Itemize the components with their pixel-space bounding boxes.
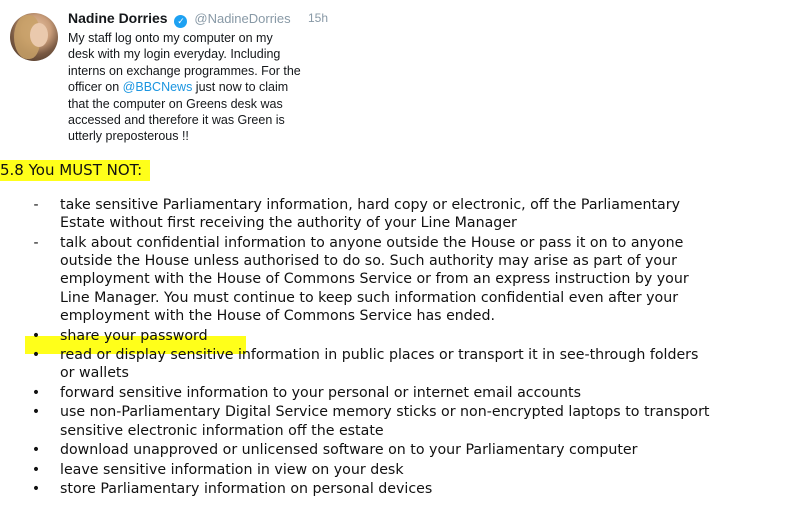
tweet-text-fragment: officer on	[68, 80, 123, 95]
rule-item	[0, 441, 812, 459]
rule-item	[0, 461, 812, 479]
bullet-marker: •	[31, 404, 41, 421]
rule-item	[0, 384, 812, 402]
dash-marker: -	[33, 197, 39, 213]
rule-item	[0, 346, 812, 383]
bullet-marker: •	[31, 481, 41, 498]
avatar[interactable]	[10, 13, 58, 61]
bullet-marker: •	[31, 347, 41, 363]
rule-text-line: talk about confidential information to anyone outside the House or pass it on to anyone	[60, 234, 684, 251]
rule-text-line: sensitive electronic information off the estate	[60, 422, 384, 439]
tweet-card	[0, 0, 350, 158]
tweet-timestamp[interactable]: 15h	[307, 11, 328, 25]
rule-text-line: download unapproved or unlicensed software on to your Parliamentary computer	[60, 442, 638, 459]
rule-text-line: take sensitive Parliamentary information, hard copy or electronic, off the Parliamentary	[60, 197, 680, 213]
rule-text-line: share your password	[60, 327, 208, 344]
tweet-text	[68, 30, 336, 145]
rule-text-line: read or display sensitive information in public places or transport it in see-through folders	[60, 347, 699, 363]
bullet-marker: •	[31, 384, 41, 401]
tweet-text-line: accessed and therefore it was Green is	[68, 113, 285, 128]
rule-text-line: Line Manager. You must continue to keep such information confidential even after your	[60, 289, 679, 306]
rule-item	[0, 403, 812, 440]
rule-text-line: outside the House unless authorised to do so. Such authority may arise as part of your	[60, 253, 677, 270]
tweet-text-line	[68, 79, 336, 95]
bullet-marker: •	[31, 442, 41, 459]
bullet-marker: •	[31, 327, 41, 344]
rule-text-line: employment with the House of Commons Service has ended.	[60, 307, 496, 324]
rule-text-line: leave sensitive information in view on your desk	[60, 461, 404, 478]
rule-text-line: use non-Parliamentary Digital Service memory sticks or non-encrypted laptops to transport	[60, 404, 710, 421]
tweet-text-fragment: just now to claim	[192, 80, 289, 95]
rule-item	[0, 234, 812, 326]
tweet-text-line: My staff log onto my computer on my	[68, 31, 273, 45]
tweet-text-line: utterly preposterous !!	[68, 129, 189, 144]
author-name[interactable]: Nadine Dorries	[68, 10, 168, 26]
verified-badge-icon: ✓	[174, 15, 187, 28]
tweet-text-line: interns on exchange programmes. For the	[68, 63, 301, 78]
rule-item	[0, 196, 812, 233]
rule-text-line: Estate without first receiving the authority of your Line Manager	[60, 215, 517, 232]
author-handle[interactable]: @NadineDorries	[194, 11, 291, 26]
tweet-text-line: that the computer on Greens desk was	[68, 96, 283, 111]
section-heading: 5.8 You MUST NOT:	[0, 160, 150, 181]
rule-text-line: forward sensitive information to your personal or internet email accounts	[60, 384, 581, 401]
rule-item	[0, 327, 812, 345]
rule-text-line: or wallets	[60, 365, 129, 382]
rule-item	[0, 480, 812, 498]
rule-text-line: store Parliamentary information on personal devices	[60, 481, 433, 498]
tweet-header	[68, 10, 340, 30]
dash-marker: -	[33, 234, 39, 251]
avatar-face	[30, 23, 48, 47]
tweet-text-line: desk with my login everyday. Including	[68, 47, 281, 62]
rule-text-line: employment with the House of Commons Service or from an express instruction by your	[60, 271, 689, 288]
bullet-marker: •	[31, 461, 41, 478]
mention-link[interactable]: @BBCNews	[122, 80, 193, 95]
